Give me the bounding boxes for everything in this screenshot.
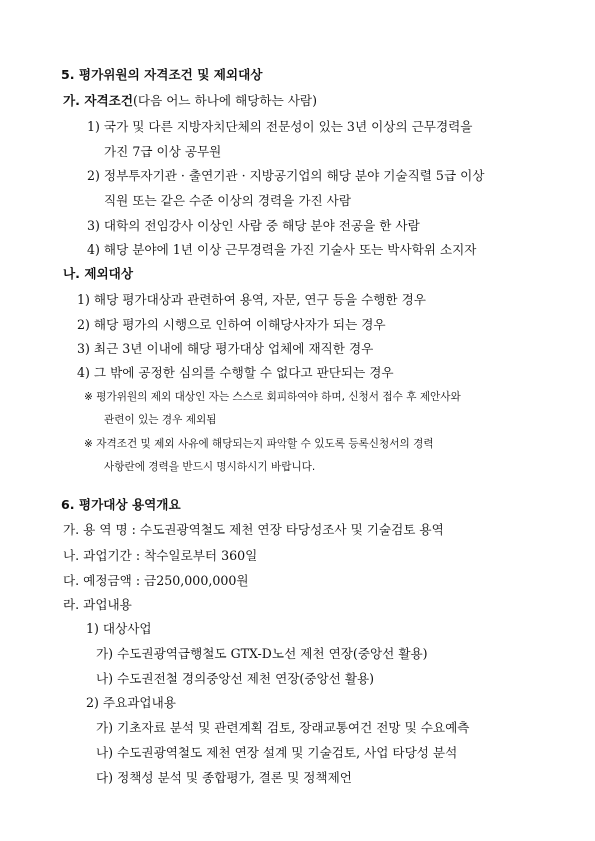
qualification-note: (다음 어느 하나에 해당하는 사람): [133, 93, 317, 108]
qualification-label: 가. 자격조건: [63, 93, 133, 108]
qualification-item-4: 4) 해당 분야에 1년 이상 근무경력을 가진 기술사 또는 박사학위 소지자: [87, 242, 477, 257]
target-project-1: 가) 수도권광역급행철도 GTX-D노선 제천 연장(중앙선 활용): [96, 646, 428, 661]
qualification-item-2-cont: 직원 또는 같은 수준 이상의 경력을 가진 사람: [104, 193, 352, 208]
exclusion-note-2: ※ 자격조건 및 제외 사유에 해당되는지 파악할 수 있도록 등록신청서의 경력: [84, 438, 434, 450]
qualification-item-1-cont: 가진 7급 이상 공무원: [104, 144, 222, 159]
project-period: 나. 과업기간 : 착수일로부터 360일: [63, 548, 258, 563]
project-budget: 다. 예정금액 : 금250,000,000원: [63, 573, 249, 588]
exclusion-item-2: 2) 해당 평가의 시행으로 인하여 이해당사자가 되는 경우: [77, 317, 386, 332]
project-name: 가. 용 역 명 : 수도권광역철도 제천 연장 타당성조사 및 기술검토 용역: [63, 522, 444, 537]
target-project-2: 나) 수도권전철 경의중앙선 제천 연장(중앙선 활용): [96, 671, 375, 686]
main-task-2: 나) 수도권광역철도 제천 연장 설계 및 기술검토, 사업 타당성 분석: [96, 745, 458, 760]
target-project-heading: 1) 대상사업: [86, 621, 152, 636]
section-5-title: 5. 평가위원의 자격조건 및 제외대상: [61, 67, 263, 82]
exclusion-note-1-cont: 관련이 있는 경우 제외됨: [104, 414, 217, 426]
exclusion-heading: 나. 제외대상: [63, 266, 133, 281]
main-task-1: 가) 기초자료 분석 및 관련계획 검토, 장래교통여건 전망 및 수요예측: [96, 720, 470, 735]
exclusion-item-1: 1) 해당 평가대상과 관련하여 용역, 자문, 연구 등을 수행한 경우: [77, 292, 426, 307]
exclusion-item-4: 4) 그 밖에 공정한 심의를 수행할 수 없다고 판단되는 경우: [77, 365, 394, 380]
qualification-item-3: 3) 대학의 전임강사 이상인 사람 중 해당 분야 전공을 한 사람: [87, 218, 420, 233]
qualification-item-1: 1) 국가 및 다른 지방자치단체의 전문성이 있는 3년 이상의 근무경력을: [87, 119, 473, 134]
exclusion-item-3: 3) 최근 3년 이내에 해당 평가대상 업체에 재직한 경우: [77, 341, 374, 356]
project-scope-heading: 라. 과업내용: [63, 597, 132, 612]
qualification-item-2: 2) 정부투자기관 · 출연기관 · 지방공기업의 해당 분야 기술직렬 5급 이상: [87, 168, 485, 183]
exclusion-note-1: ※ 평가위원의 제외 대상인 자는 스스로 회피하여야 하며, 신청서 접수 후 제안사와: [84, 391, 461, 403]
qualification-heading: [63, 93, 317, 109]
exclusion-note-2-cont: 사항란에 경력을 반드시 명시하시기 바랍니다.: [104, 461, 316, 473]
section-6-title: 6. 평가대상 용역개요: [61, 497, 181, 512]
main-tasks-heading: 2) 주요과업내용: [86, 695, 176, 710]
main-task-3: 다) 정책성 분석 및 종합평가, 결론 및 정책제언: [96, 770, 352, 785]
